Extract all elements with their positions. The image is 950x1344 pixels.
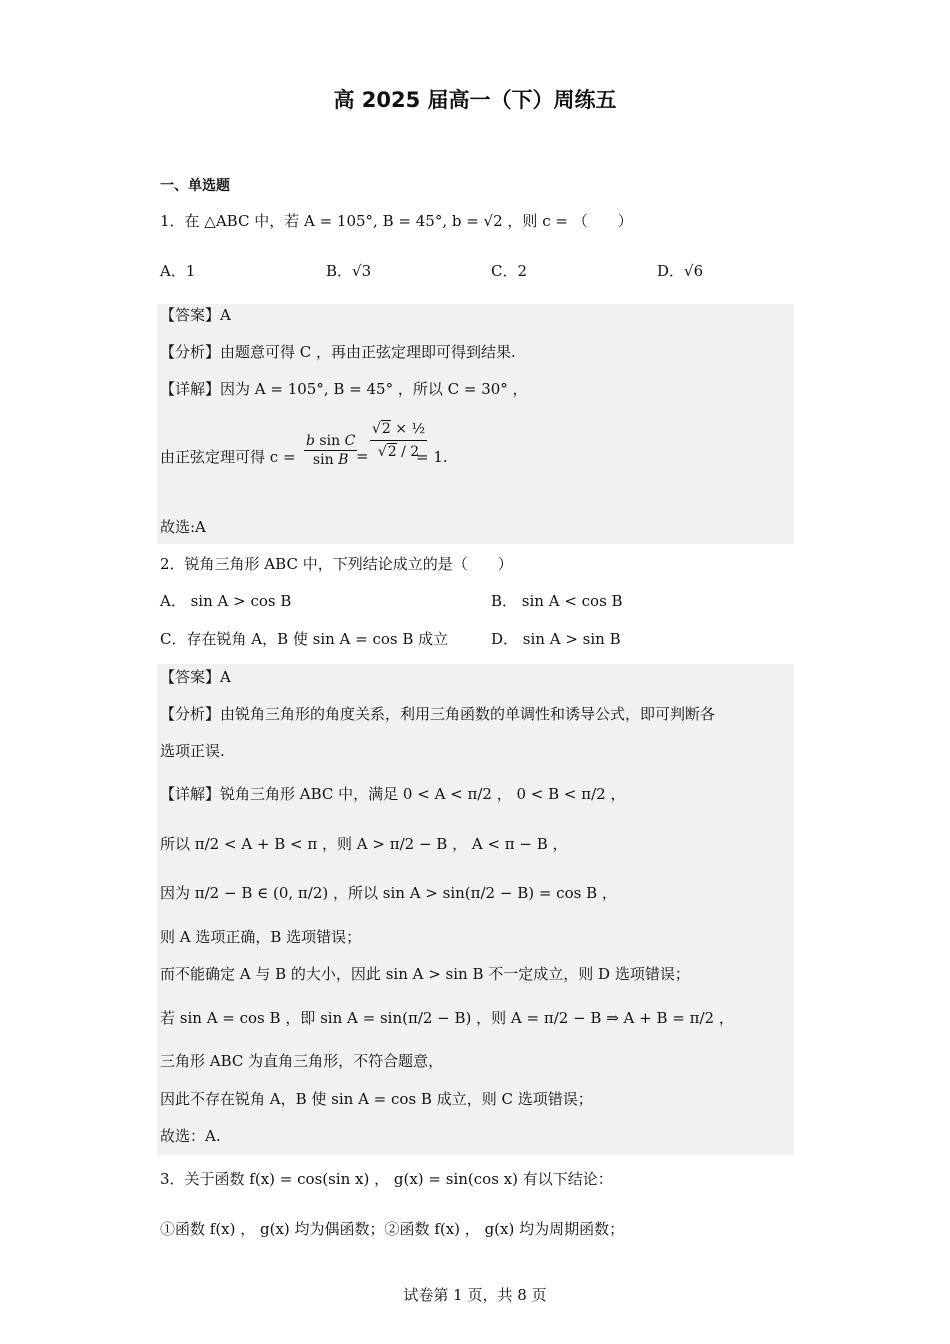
q1-solution-box bbox=[157, 304, 794, 544]
q1-option-d: D．√6 bbox=[657, 262, 704, 280]
q1-formula-equals: = bbox=[356, 447, 369, 465]
q1-formula-lead: 由正弦定理可得 c = bbox=[160, 448, 296, 466]
q1-formula-result: = 1. bbox=[416, 448, 448, 466]
q1-stem: 1．在 △ABC 中，若 A = 105°, B = 45°, b = √2 ，则 c = （ ） bbox=[160, 212, 633, 230]
q2-detail-line6: 若 sin A = cos B ，即 sin A = sin(π/2 − B) ，则 A = π/2 − B ⇒ A + B = π/2 ， bbox=[160, 1009, 734, 1027]
q3-statement-1: ①函数 f(x) ， g(x) 均为偶函数；②函数 f(x) ， g(x) 均为周期函数； bbox=[160, 1220, 625, 1238]
q2-answer: 【答案】A bbox=[160, 668, 231, 686]
page-footer: 试卷第 1 页，共 8 页 bbox=[403, 1286, 547, 1304]
q2-detail-line1: 【详解】锐角三角形 ABC 中，满足 0 < A < π/2 ， 0 < B < π/2 ， bbox=[160, 785, 626, 803]
q2-conclusion: 故选：A. bbox=[160, 1127, 221, 1145]
q2-detail-line3: 因为 π/2 − B ∈ (0, π/2) ，所以 sin A > sin(π/2 − B) = cos B ， bbox=[160, 884, 617, 902]
q2-detail-line8: 因此不存在锐角 A，B 使 sin A = cos B 成立，则 C 选项错误； bbox=[160, 1090, 593, 1108]
q1-answer: 【答案】A bbox=[160, 306, 231, 324]
q1-analysis: 【分析】由题意可得 C ，再由正弦定理即可得到结果. bbox=[160, 343, 516, 361]
q1-conclusion: 故选:A bbox=[160, 518, 206, 536]
q2-solution-box bbox=[157, 664, 794, 1155]
q2-stem: 2．锐角三角形 ABC 中，下列结论成立的是（ ） bbox=[160, 555, 513, 573]
q2-option-d: D． sin A > sin B bbox=[491, 630, 621, 648]
q2-detail-line5: 而不能确定 A 与 B 的大小，因此 sin A > sin B 不一定成立，则 D 选项错误； bbox=[160, 965, 690, 983]
q2-detail-line4: 则 A 选项正确，B 选项错误； bbox=[160, 928, 362, 946]
q2-analysis-line1: 【分析】由锐角三角形的角度关系，利用三角函数的单调性和诱导公式，即可判断各 bbox=[160, 705, 716, 723]
q3-stem: 3．关于函数 f(x) = cos(sin x) ， g(x) = sin(cos x) 有以下结论： bbox=[160, 1170, 613, 1188]
q2-option-c: C．存在锐角 A，B 使 sin A = cos B 成立 bbox=[160, 630, 449, 648]
q2-analysis-line2: 选项正误. bbox=[160, 742, 225, 760]
q2-option-b: B． sin A < cos B bbox=[491, 592, 623, 610]
q1-option-a: A．1 bbox=[160, 262, 196, 280]
section-heading: 一、单选题 bbox=[160, 178, 230, 194]
page-title: 高 2025 届高一（下）周练五 bbox=[333, 88, 617, 112]
q1-detail: 【详解】因为 A = 105°, B = 45° ，所以 C = 30° ， bbox=[160, 380, 528, 398]
q2-detail-line7: 三角形 ABC 为直角三角形，不符合题意， bbox=[160, 1052, 444, 1070]
q1-formula-compound: $\frac{\text{√2 × ½}}{√2 / 2}$ bbox=[368, 418, 429, 463]
q1-option-b: B．√3 bbox=[326, 262, 372, 280]
q1-formula-fraction: $\frac{\text{b sin C}}{\text{sin B}}$ bbox=[306, 433, 356, 468]
q2-detail-line2: 所以 π/2 < A + B < π ，则 A > π/2 − B ， A < π − B ， bbox=[160, 835, 568, 853]
q1-option-c: C．2 bbox=[491, 262, 528, 280]
q2-option-a: A． sin A > cos B bbox=[160, 592, 292, 610]
